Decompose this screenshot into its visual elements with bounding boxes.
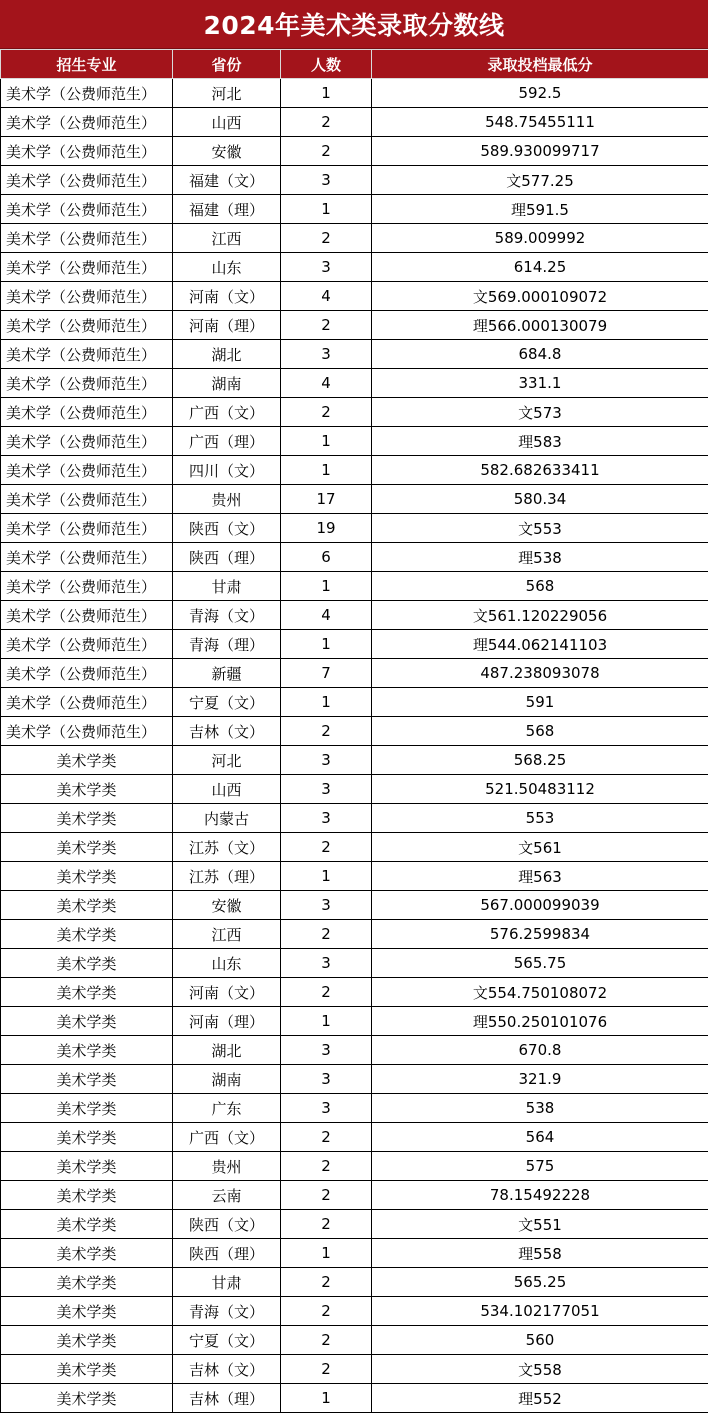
table-row (1, 659, 708, 688)
cell-score: 理552 (372, 1384, 708, 1413)
cell-count: 7 (281, 659, 372, 688)
cell-province: 甘肃 (173, 1268, 281, 1297)
cell-score: 614.25 (372, 253, 708, 282)
cell-score: 521.50483112 (372, 775, 708, 804)
cell-province: 四川（文） (173, 456, 281, 485)
cell-score: 567.000099039 (372, 891, 708, 920)
table-row (1, 717, 708, 746)
cell-province: 河南（文） (173, 282, 281, 311)
cell-province: 山西 (173, 108, 281, 137)
table-row (1, 108, 708, 137)
table-row (1, 166, 708, 195)
cell-count: 2 (281, 311, 372, 340)
cell-major: 美术学类 (1, 1007, 173, 1036)
cell-score: 理550.250101076 (372, 1007, 708, 1036)
cell-province: 陕西（文） (173, 1210, 281, 1239)
cell-major: 美术学（公费师范生） (1, 195, 173, 224)
table-row (1, 1297, 708, 1326)
cell-count: 6 (281, 543, 372, 572)
cell-count: 3 (281, 804, 372, 833)
cell-province: 湖北 (173, 1036, 281, 1065)
cell-score: 理558 (372, 1239, 708, 1268)
cell-major: 美术学类 (1, 1036, 173, 1065)
cell-major: 美术学（公费师范生） (1, 427, 173, 456)
cell-major: 美术学类 (1, 1355, 173, 1384)
cell-province: 广西（文） (173, 1123, 281, 1152)
cell-province: 安徽 (173, 891, 281, 920)
table-row (1, 253, 708, 282)
cell-major: 美术学（公费师范生） (1, 485, 173, 514)
cell-major: 美术学类 (1, 978, 173, 1007)
cell-major: 美术学类 (1, 1210, 173, 1239)
table-row (1, 949, 708, 978)
cell-province: 山东 (173, 253, 281, 282)
cell-province: 江苏（理） (173, 862, 281, 891)
cell-province: 福建（文） (173, 166, 281, 195)
cell-major: 美术学类 (1, 949, 173, 978)
cell-count: 2 (281, 833, 372, 862)
cell-score: 564 (372, 1123, 708, 1152)
cell-score: 321.9 (372, 1065, 708, 1094)
table-row (1, 398, 708, 427)
cell-count: 2 (281, 108, 372, 137)
cell-score: 576.2599834 (372, 920, 708, 949)
cell-major: 美术学类 (1, 775, 173, 804)
cell-major: 美术学（公费师范生） (1, 572, 173, 601)
cell-count: 3 (281, 1065, 372, 1094)
cell-province: 吉林（理） (173, 1384, 281, 1413)
table-row (1, 1210, 708, 1239)
cell-province: 福建（理） (173, 195, 281, 224)
cell-province: 广东 (173, 1094, 281, 1123)
cell-count: 3 (281, 775, 372, 804)
cell-count: 2 (281, 1355, 372, 1384)
cell-major: 美术学（公费师范生） (1, 659, 173, 688)
cell-score: 理583 (372, 427, 708, 456)
cell-count: 3 (281, 340, 372, 369)
table-row (1, 1152, 708, 1181)
cell-score: 78.15492228 (372, 1181, 708, 1210)
cell-province: 云南 (173, 1181, 281, 1210)
cell-count: 1 (281, 456, 372, 485)
cell-score: 理544.062141103 (372, 630, 708, 659)
table-row (1, 1326, 708, 1355)
table-row (1, 79, 708, 108)
table-row (1, 1181, 708, 1210)
cell-score: 568 (372, 717, 708, 746)
cell-count: 2 (281, 1210, 372, 1239)
cell-major: 美术学（公费师范生） (1, 514, 173, 543)
cell-count: 3 (281, 746, 372, 775)
cell-major: 美术学（公费师范生） (1, 282, 173, 311)
cell-province: 广西（理） (173, 427, 281, 456)
table-row (1, 1355, 708, 1384)
cell-province: 江苏（文） (173, 833, 281, 862)
cell-count: 17 (281, 485, 372, 514)
cell-province: 青海（理） (173, 630, 281, 659)
cell-major: 美术学类 (1, 920, 173, 949)
cell-score: 文577.25 (372, 166, 708, 195)
cell-major: 美术学（公费师范生） (1, 369, 173, 398)
cell-score: 592.5 (372, 79, 708, 108)
table-row (1, 1239, 708, 1268)
cell-count: 3 (281, 253, 372, 282)
cell-score: 文561 (372, 833, 708, 862)
column-header-major: 招生专业 (1, 50, 173, 79)
cell-score: 534.102177051 (372, 1297, 708, 1326)
cell-major: 美术学（公费师范生） (1, 543, 173, 572)
cell-major: 美术学（公费师范生） (1, 79, 173, 108)
cell-count: 2 (281, 717, 372, 746)
table-row (1, 1268, 708, 1297)
cell-score: 580.34 (372, 485, 708, 514)
table-row (1, 514, 708, 543)
cell-major: 美术学类 (1, 1239, 173, 1268)
cell-province: 湖南 (173, 1065, 281, 1094)
cell-count: 1 (281, 1239, 372, 1268)
score-table (0, 49, 708, 1413)
cell-count: 2 (281, 978, 372, 1007)
cell-major: 美术学（公费师范生） (1, 601, 173, 630)
cell-score: 553 (372, 804, 708, 833)
table-row (1, 601, 708, 630)
cell-score: 487.238093078 (372, 659, 708, 688)
table-row (1, 137, 708, 166)
cell-score: 568.25 (372, 746, 708, 775)
cell-province: 江西 (173, 920, 281, 949)
cell-major: 美术学（公费师范生） (1, 717, 173, 746)
cell-score: 文554.750108072 (372, 978, 708, 1007)
cell-province: 甘肃 (173, 572, 281, 601)
table-row (1, 543, 708, 572)
cell-count: 3 (281, 166, 372, 195)
cell-major: 美术学类 (1, 891, 173, 920)
column-header-score: 录取投档最低分 (372, 50, 708, 79)
cell-score: 538 (372, 1094, 708, 1123)
cell-count: 1 (281, 79, 372, 108)
cell-count: 1 (281, 427, 372, 456)
cell-count: 1 (281, 195, 372, 224)
cell-major: 美术学（公费师范生） (1, 137, 173, 166)
cell-score: 582.682633411 (372, 456, 708, 485)
cell-count: 1 (281, 572, 372, 601)
table-row (1, 891, 708, 920)
column-header-count: 人数 (281, 50, 372, 79)
cell-score: 文569.000109072 (372, 282, 708, 311)
cell-score: 670.8 (372, 1036, 708, 1065)
table-row (1, 1094, 708, 1123)
cell-count: 4 (281, 601, 372, 630)
cell-major: 美术学（公费师范生） (1, 224, 173, 253)
cell-count: 3 (281, 891, 372, 920)
cell-count: 2 (281, 398, 372, 427)
cell-major: 美术学类 (1, 1326, 173, 1355)
cell-province: 宁夏（文） (173, 688, 281, 717)
cell-major: 美术学（公费师范生） (1, 311, 173, 340)
table-row (1, 1036, 708, 1065)
cell-score: 331.1 (372, 369, 708, 398)
cell-major: 美术学类 (1, 746, 173, 775)
cell-province: 河北 (173, 79, 281, 108)
cell-province: 宁夏（文） (173, 1326, 281, 1355)
cell-major: 美术学（公费师范生） (1, 340, 173, 369)
cell-major: 美术学类 (1, 1297, 173, 1326)
cell-province: 河南（文） (173, 978, 281, 1007)
table-row (1, 775, 708, 804)
cell-score: 565.75 (372, 949, 708, 978)
cell-count: 1 (281, 862, 372, 891)
cell-score: 589.009992 (372, 224, 708, 253)
cell-province: 青海（文） (173, 601, 281, 630)
cell-score: 理591.5 (372, 195, 708, 224)
table-row (1, 1384, 708, 1413)
table-row (1, 572, 708, 601)
table-row (1, 978, 708, 1007)
cell-major: 美术学类 (1, 1094, 173, 1123)
cell-major: 美术学（公费师范生） (1, 166, 173, 195)
cell-score: 548.75455111 (372, 108, 708, 137)
table-row (1, 804, 708, 833)
cell-score: 文553 (372, 514, 708, 543)
cell-score: 560 (372, 1326, 708, 1355)
cell-province: 吉林（文） (173, 717, 281, 746)
table-row (1, 1123, 708, 1152)
cell-major: 美术学类 (1, 1384, 173, 1413)
cell-count: 4 (281, 369, 372, 398)
cell-province: 湖南 (173, 369, 281, 398)
cell-province: 青海（文） (173, 1297, 281, 1326)
cell-score: 理563 (372, 862, 708, 891)
table-header-row (1, 50, 708, 79)
cell-province: 江西 (173, 224, 281, 253)
cell-score: 589.930099717 (372, 137, 708, 166)
table-row (1, 920, 708, 949)
cell-count: 2 (281, 1297, 372, 1326)
cell-province: 河南（理） (173, 311, 281, 340)
table-row (1, 224, 708, 253)
table-row (1, 282, 708, 311)
table-row (1, 456, 708, 485)
table-row (1, 340, 708, 369)
cell-province: 河北 (173, 746, 281, 775)
cell-score: 575 (372, 1152, 708, 1181)
cell-major: 美术学（公费师范生） (1, 253, 173, 282)
cell-score: 591 (372, 688, 708, 717)
cell-count: 2 (281, 1181, 372, 1210)
cell-count: 2 (281, 224, 372, 253)
cell-major: 美术学类 (1, 1152, 173, 1181)
table-row (1, 427, 708, 456)
cell-major: 美术学（公费师范生） (1, 630, 173, 659)
cell-major: 美术学（公费师范生） (1, 108, 173, 137)
cell-major: 美术学类 (1, 804, 173, 833)
cell-province: 广西（文） (173, 398, 281, 427)
cell-score: 684.8 (372, 340, 708, 369)
table-row (1, 862, 708, 891)
cell-major: 美术学类 (1, 1123, 173, 1152)
cell-province: 贵州 (173, 485, 281, 514)
cell-major: 美术学（公费师范生） (1, 398, 173, 427)
cell-count: 1 (281, 688, 372, 717)
cell-score: 文551 (372, 1210, 708, 1239)
sheet-title: 2024年美术类录取分数线 (0, 0, 708, 49)
cell-province: 新疆 (173, 659, 281, 688)
cell-score: 文558 (372, 1355, 708, 1384)
cell-province: 山西 (173, 775, 281, 804)
table-row (1, 485, 708, 514)
table-row (1, 195, 708, 224)
table-row (1, 1065, 708, 1094)
cell-province: 安徽 (173, 137, 281, 166)
table-row (1, 369, 708, 398)
cell-major: 美术学类 (1, 1268, 173, 1297)
cell-province: 陕西（文） (173, 514, 281, 543)
table-body (1, 79, 708, 1413)
column-header-province: 省份 (173, 50, 281, 79)
cell-score: 文561.120229056 (372, 601, 708, 630)
cell-count: 3 (281, 1094, 372, 1123)
cell-count: 2 (281, 1123, 372, 1152)
cell-province: 陕西（理） (173, 1239, 281, 1268)
cell-province: 河南（理） (173, 1007, 281, 1036)
cell-count: 1 (281, 1007, 372, 1036)
cell-score: 理538 (372, 543, 708, 572)
cell-province: 山东 (173, 949, 281, 978)
cell-province: 吉林（文） (173, 1355, 281, 1384)
cell-score: 理566.000130079 (372, 311, 708, 340)
cell-count: 2 (281, 1152, 372, 1181)
cell-count: 4 (281, 282, 372, 311)
cell-major: 美术学（公费师范生） (1, 688, 173, 717)
cell-major: 美术学（公费师范生） (1, 456, 173, 485)
cell-count: 2 (281, 1326, 372, 1355)
cell-major: 美术学类 (1, 1181, 173, 1210)
cell-province: 湖北 (173, 340, 281, 369)
cell-count: 2 (281, 920, 372, 949)
table-row (1, 688, 708, 717)
cell-count: 3 (281, 1036, 372, 1065)
table-row (1, 1007, 708, 1036)
cell-count: 3 (281, 949, 372, 978)
cell-score: 565.25 (372, 1268, 708, 1297)
cell-count: 1 (281, 630, 372, 659)
table-row (1, 833, 708, 862)
table-row (1, 311, 708, 340)
cell-major: 美术学类 (1, 862, 173, 891)
cell-count: 19 (281, 514, 372, 543)
cell-score: 568 (372, 572, 708, 601)
cell-province: 贵州 (173, 1152, 281, 1181)
cell-province: 陕西（理） (173, 543, 281, 572)
table-row (1, 630, 708, 659)
cell-count: 2 (281, 1268, 372, 1297)
cell-major: 美术学类 (1, 1065, 173, 1094)
cell-score: 文573 (372, 398, 708, 427)
cell-count: 2 (281, 137, 372, 166)
cell-major: 美术学类 (1, 833, 173, 862)
cell-province: 内蒙古 (173, 804, 281, 833)
cell-count: 1 (281, 1384, 372, 1413)
table-row (1, 746, 708, 775)
